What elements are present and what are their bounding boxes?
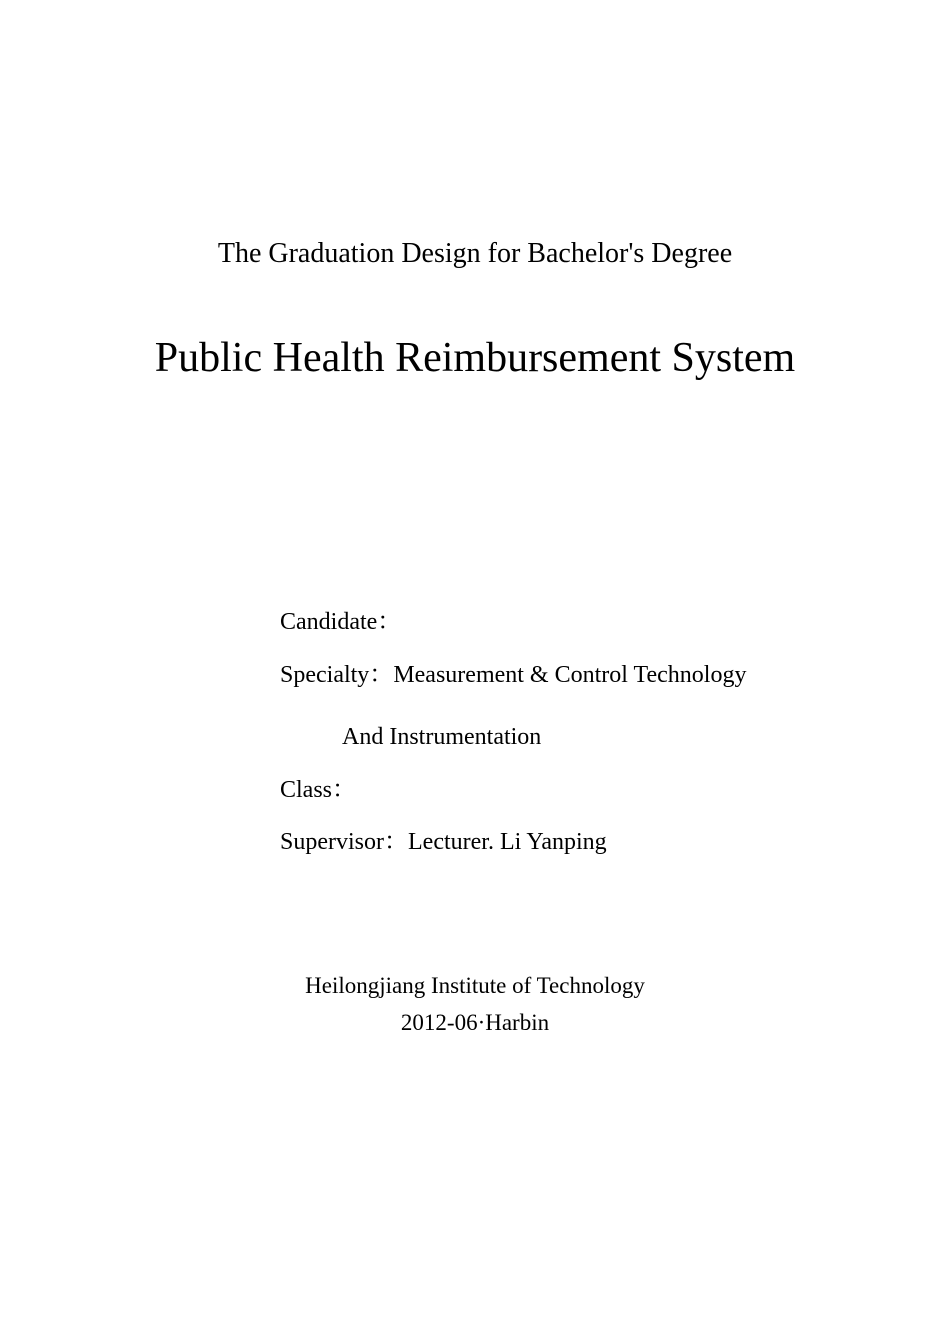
date-place: 2012-06·Harbin (400, 1010, 550, 1035)
thesis-title: Public Health Reimbursement System (154, 335, 796, 381)
candidate-line (280, 607, 401, 637)
specialty-line (280, 660, 746, 690)
supervisor-line (280, 827, 607, 857)
institute-name: Heilongjiang Institute of Technology (305, 973, 645, 998)
candidate-label: Candidate： (280, 609, 402, 635)
supervisor-value: Lecturer. Li Yanping (408, 829, 607, 855)
degree-line: The Graduation Design for Bachelor's Degree (217, 238, 733, 269)
supervisor-label: Supervisor： (280, 829, 408, 855)
specialty-value-continuation: And Instrumentation (342, 724, 542, 750)
class-line (280, 775, 356, 805)
specialty-value: Measurement & Control Technology (393, 662, 747, 688)
specialty-label: Specialty： (280, 662, 394, 688)
class-label: Class： (280, 777, 357, 803)
